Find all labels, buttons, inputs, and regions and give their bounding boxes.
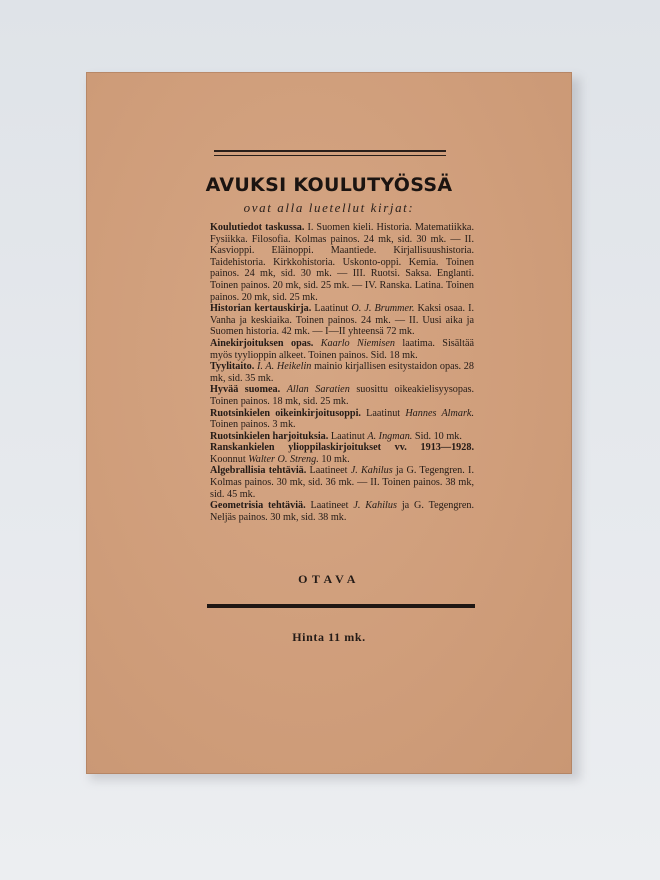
entry-rest: Kaksi osaa. I. Vanha ja keskiaika. Toinen painos. 24 mk. — II. Uusi aika ja Suomen historia. 42 mk. — I—II yhteensä 72 mk. — [210, 303, 475, 338]
thick-divider-rule — [207, 604, 475, 608]
entry-author: J. Kahilus — [350, 465, 393, 477]
entry-title: Tyylitaito. — [210, 361, 255, 373]
entry-text: Laatinut — [311, 303, 352, 315]
entry-rest: ja G. Tegengren. I. Kolmas painos. 30 mk, sid. 36 mk. — II. Toinen painos. 38 mk, sid. 45 mk. — [210, 465, 474, 500]
entry-title: Algebrallisia tehtäviä. — [210, 465, 307, 477]
list-item — [210, 442, 474, 465]
top-double-rule — [214, 150, 446, 156]
list-item — [210, 384, 474, 407]
entry-rest: laatima. Sisältää myös tyylioppin alkeet. Toinen painos. Sid. 18 mk. — [210, 337, 474, 361]
entry-rest: Sid. 10 mk. — [412, 430, 462, 442]
entry-title: Ruotsinkielen oikeinkirjoitusoppi. — [210, 407, 361, 419]
book-list — [210, 222, 474, 523]
entry-title: Ainekirjoituksen opas. — [210, 337, 314, 349]
entry-text — [313, 338, 320, 349]
list-item — [210, 408, 474, 431]
entry-text: Laatineet — [305, 500, 354, 512]
entry-title: Ranskankielen ylioppilaskirjoitukset vv. 1913—1928. — [210, 442, 474, 454]
entry-rest: ja G. Tegengren. Neljäs painos. 30 mk, sid. 38 mk. — [210, 500, 474, 523]
entry-text: I. Suomen kieli. Historia. Matematiikka. Fysiikka. Filosofia. Kolmas painos. 24 mk, sid. 30 mk. — II. Kasvioppi. Eläinoppi. Maantiede. Kirjallisuushistoria. Taidehistoria. Kirkkohistoria. Uskonto-oppi. Kemia. Toinen painos. 24 mk, sid. 30 mk. — III. Ruotsi. Saksa. Englanti. Toinen painos. 20 mk, sid. 25 mk. — IV. Ranska. Latina. Toinen painos. 20 mk, sid. 25 mk. — [210, 222, 474, 303]
entry-author: I. A. Heikelin — [256, 361, 312, 373]
entry-rest: mainio kirjallisen esitystaidon opas. 28 mk, sid. 35 mk. — [210, 361, 474, 384]
entry-author: Kaarlo Niemisen — [320, 337, 395, 349]
entry-text: Koonnut — [210, 453, 249, 465]
book-cover — [86, 72, 572, 774]
list-item — [210, 465, 474, 500]
list-item — [210, 500, 474, 523]
entry-author: J. Kahilus — [353, 500, 397, 512]
entry-title: Historian kertauskirja. — [210, 303, 312, 315]
entry-text: Laatinut — [328, 430, 368, 442]
entry-title: Hyvää suomea. — [210, 384, 281, 396]
list-item — [210, 361, 474, 384]
cover-headline: AVUKSI KOULUTYÖSSÄ — [205, 174, 453, 196]
entry-author: Allan Saratien — [286, 384, 350, 396]
entry-rest: Toinen painos. 3 mk. — [210, 419, 296, 431]
entry-author: O. J. Brummer. — [351, 303, 415, 315]
list-item — [210, 338, 474, 361]
entry-text: Laatineet — [306, 465, 351, 477]
entry-title: Geometrisia tehtäviä. — [210, 500, 306, 512]
price-label: Hinta 11 mk. — [292, 630, 366, 644]
list-item — [210, 303, 474, 338]
list-item — [210, 222, 474, 303]
entry-rest: 10 mk. — [318, 453, 350, 465]
entry-author: Hannes Almark. — [405, 407, 475, 419]
cover-subheading: ovat alla luetellut kirjat: — [243, 200, 415, 215]
list-item — [210, 431, 474, 443]
entry-title: Koulutiedot taskussa. — [210, 222, 305, 233]
entry-text: Laatinut — [360, 407, 406, 419]
entry-author: A. Ingman. — [367, 430, 413, 442]
entry-rest: suosittu oikeakielisyysopas. Toinen painos. 18 mk, sid. 25 mk. — [210, 384, 475, 407]
publisher-name: OTAVA — [298, 572, 360, 586]
entry-title: Ruotsinkielen harjoituksia. — [210, 430, 329, 442]
entry-author: Walter O. Streng. — [248, 453, 319, 465]
